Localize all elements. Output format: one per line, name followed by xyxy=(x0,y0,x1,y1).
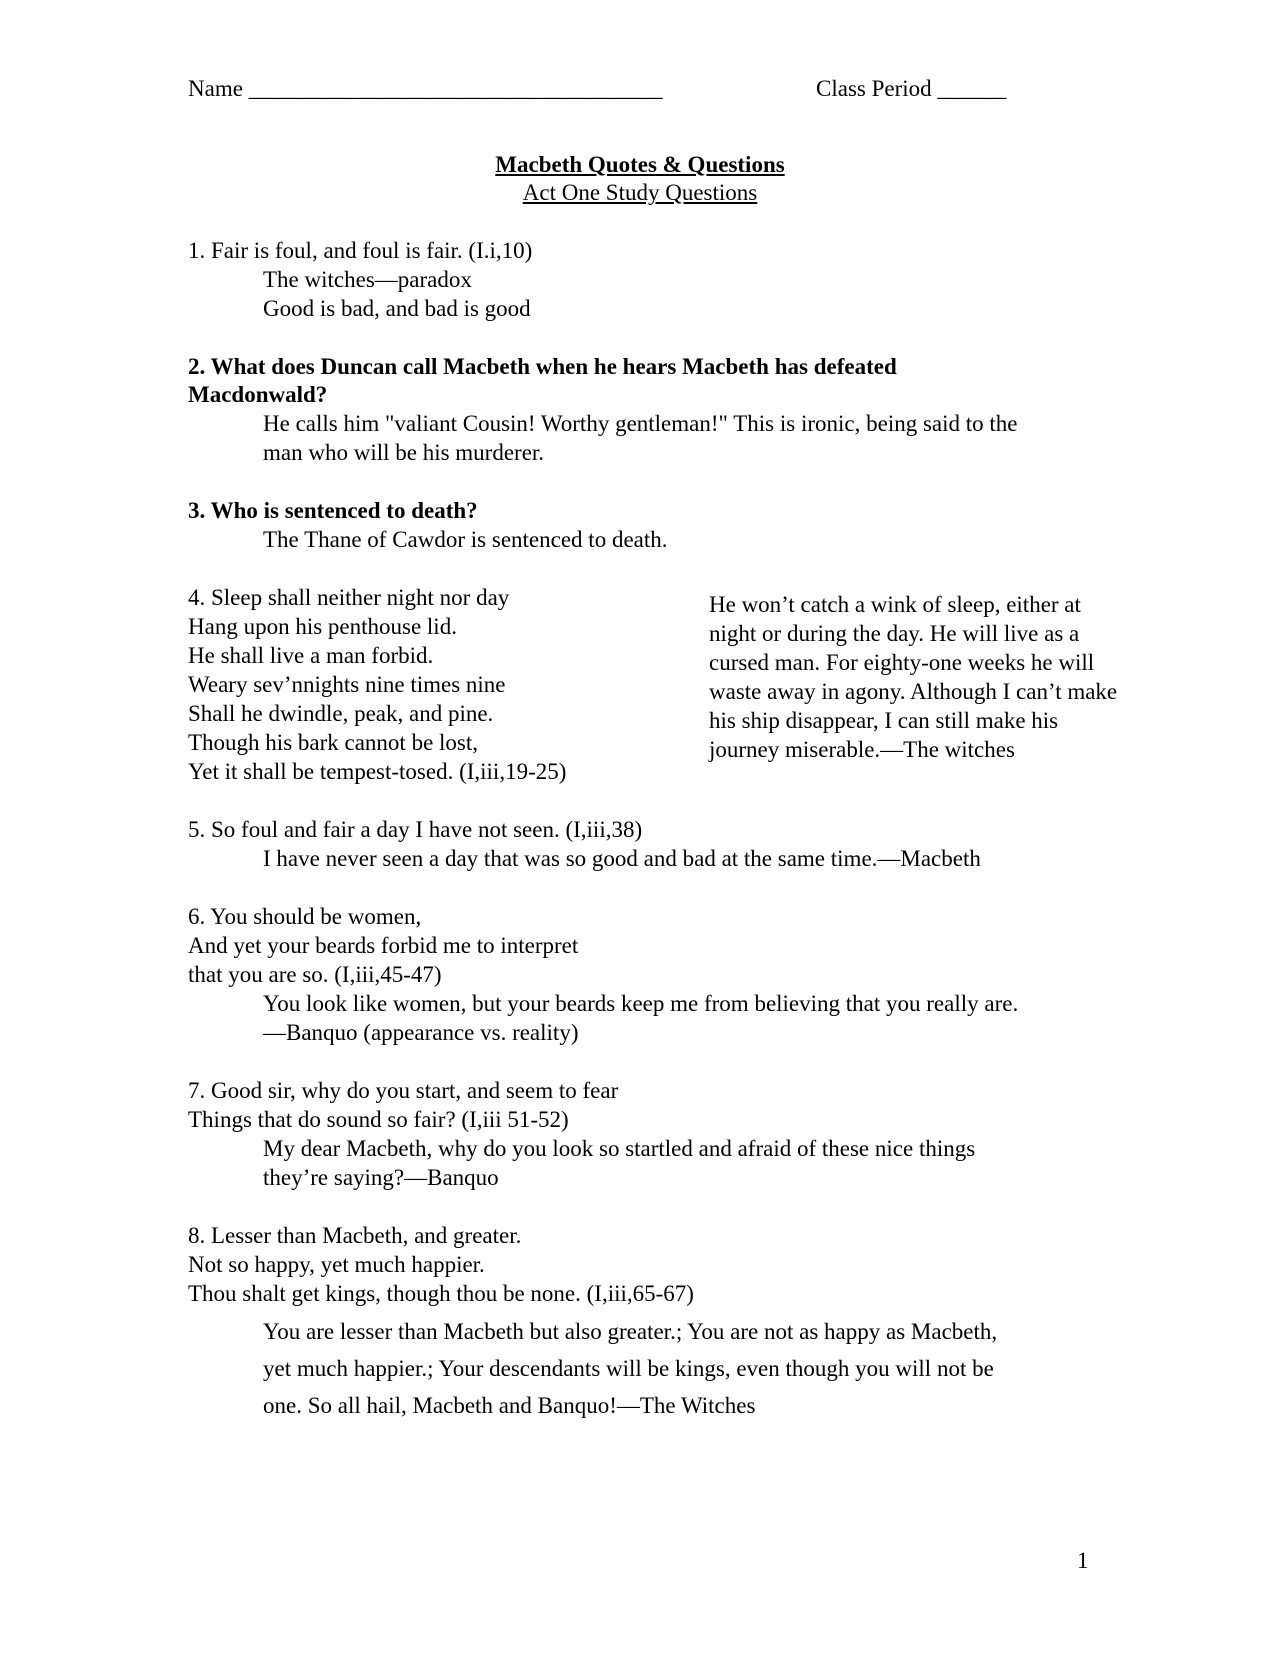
page-number: 1 xyxy=(1077,1548,1089,1573)
answer-5: I have never seen a day that was so good and bad at the same time.—Macbeth xyxy=(263,846,981,871)
answer-2-line-1: He calls him "valiant Cousin! Worthy gentleman!" This is ironic, being said to the xyxy=(263,411,1018,436)
quote-6-line-1: 6. You should be women, xyxy=(188,904,422,929)
quote-5: 5. So foul and fair a day I have not seen. (I,iii,38) xyxy=(188,817,643,842)
answer-8-line-1: You are lesser than Macbeth but also greater.; You are not as happy as Macbeth, xyxy=(263,1319,998,1344)
answer-7-line-1: My dear Macbeth, why do you look so startled and afraid of these nice things xyxy=(263,1136,976,1161)
quote-6-line-2: And yet your beards forbid me to interpret xyxy=(188,933,579,958)
quote-1: 1. Fair is foul, and foul is fair. (I.i,10) xyxy=(188,238,533,263)
document-subtitle: Act One Study Questions xyxy=(522,180,758,205)
answer-2-line-2: man who will be his murderer. xyxy=(263,440,545,465)
question-2-line-2: Macdonwald? xyxy=(188,382,328,407)
quote-4-line-2: Hang upon his penthouse lid. xyxy=(188,614,457,639)
answer-4-line-3: cursed man. For eighty-one weeks he will xyxy=(709,650,1095,675)
quote-8-line-1: 8. Lesser than Macbeth, and greater. xyxy=(188,1223,522,1248)
answer-1-line-1: The witches—paradox xyxy=(263,267,472,292)
quote-8-line-2: Not so happy, yet much happier. xyxy=(188,1252,485,1277)
name-field-label: Name ____________________________________ xyxy=(188,76,663,101)
answer-4-line-5: his ship disappear, I can still make his xyxy=(709,708,1059,733)
answer-8-line-3: one. So all hail, Macbeth and Banquo!—The Witches xyxy=(263,1393,756,1418)
quote-7-line-1: 7. Good sir, why do you start, and seem to fear xyxy=(188,1078,619,1103)
answer-6-line-2: —Banquo (appearance vs. reality) xyxy=(263,1020,579,1045)
quote-4-line-1: 4. Sleep shall neither night nor day xyxy=(188,585,510,610)
answer-1-line-2: Good is bad, and bad is good xyxy=(263,296,531,321)
document-title: Macbeth Quotes & Questions xyxy=(495,152,785,177)
answer-3: The Thane of Cawdor is sentenced to death. xyxy=(263,527,668,552)
quote-4-line-5: Shall he dwindle, peak, and pine. xyxy=(188,701,494,726)
quote-4-line-7: Yet it shall be tempest-tosed. (I,iii,19-25) xyxy=(188,759,567,784)
question-2-line-1: 2. What does Duncan call Macbeth when he hears Macbeth has defeated xyxy=(188,354,897,379)
question-3: 3. Who is sentenced to death? xyxy=(188,498,478,523)
quote-4-line-4: Weary sev’nnights nine times nine xyxy=(188,672,506,697)
answer-4-line-1: He won’t catch a wink of sleep, either at xyxy=(709,592,1081,617)
quote-4-line-6: Though his bark cannot be lost, xyxy=(188,730,479,755)
quote-7-line-2: Things that do sound so fair? (I,iii 51-52) xyxy=(188,1107,569,1132)
quote-8-line-3: Thou shalt get kings, though thou be none. (I,iii,65-67) xyxy=(188,1281,694,1306)
quote-4-line-3: He shall live a man forbid. xyxy=(188,643,434,668)
answer-4-line-6: journey miserable.—The witches xyxy=(709,737,1015,762)
answer-6-line-1: You look like women, but your beards keep me from believing that you really are. xyxy=(263,991,1019,1016)
class-period-field-label: Class Period ______ xyxy=(816,76,1007,101)
answer-4-line-4: waste away in agony. Although I can’t make xyxy=(709,679,1118,704)
answer-7-line-2: they’re saying?—Banquo xyxy=(263,1165,499,1190)
answer-8-line-2: yet much happier.; Your descendants will be kings, even though you will not be xyxy=(263,1356,994,1381)
quote-6-line-3: that you are so. (I,iii,45-47) xyxy=(188,962,442,987)
answer-4-line-2: night or during the day. He will live as a xyxy=(709,621,1080,646)
